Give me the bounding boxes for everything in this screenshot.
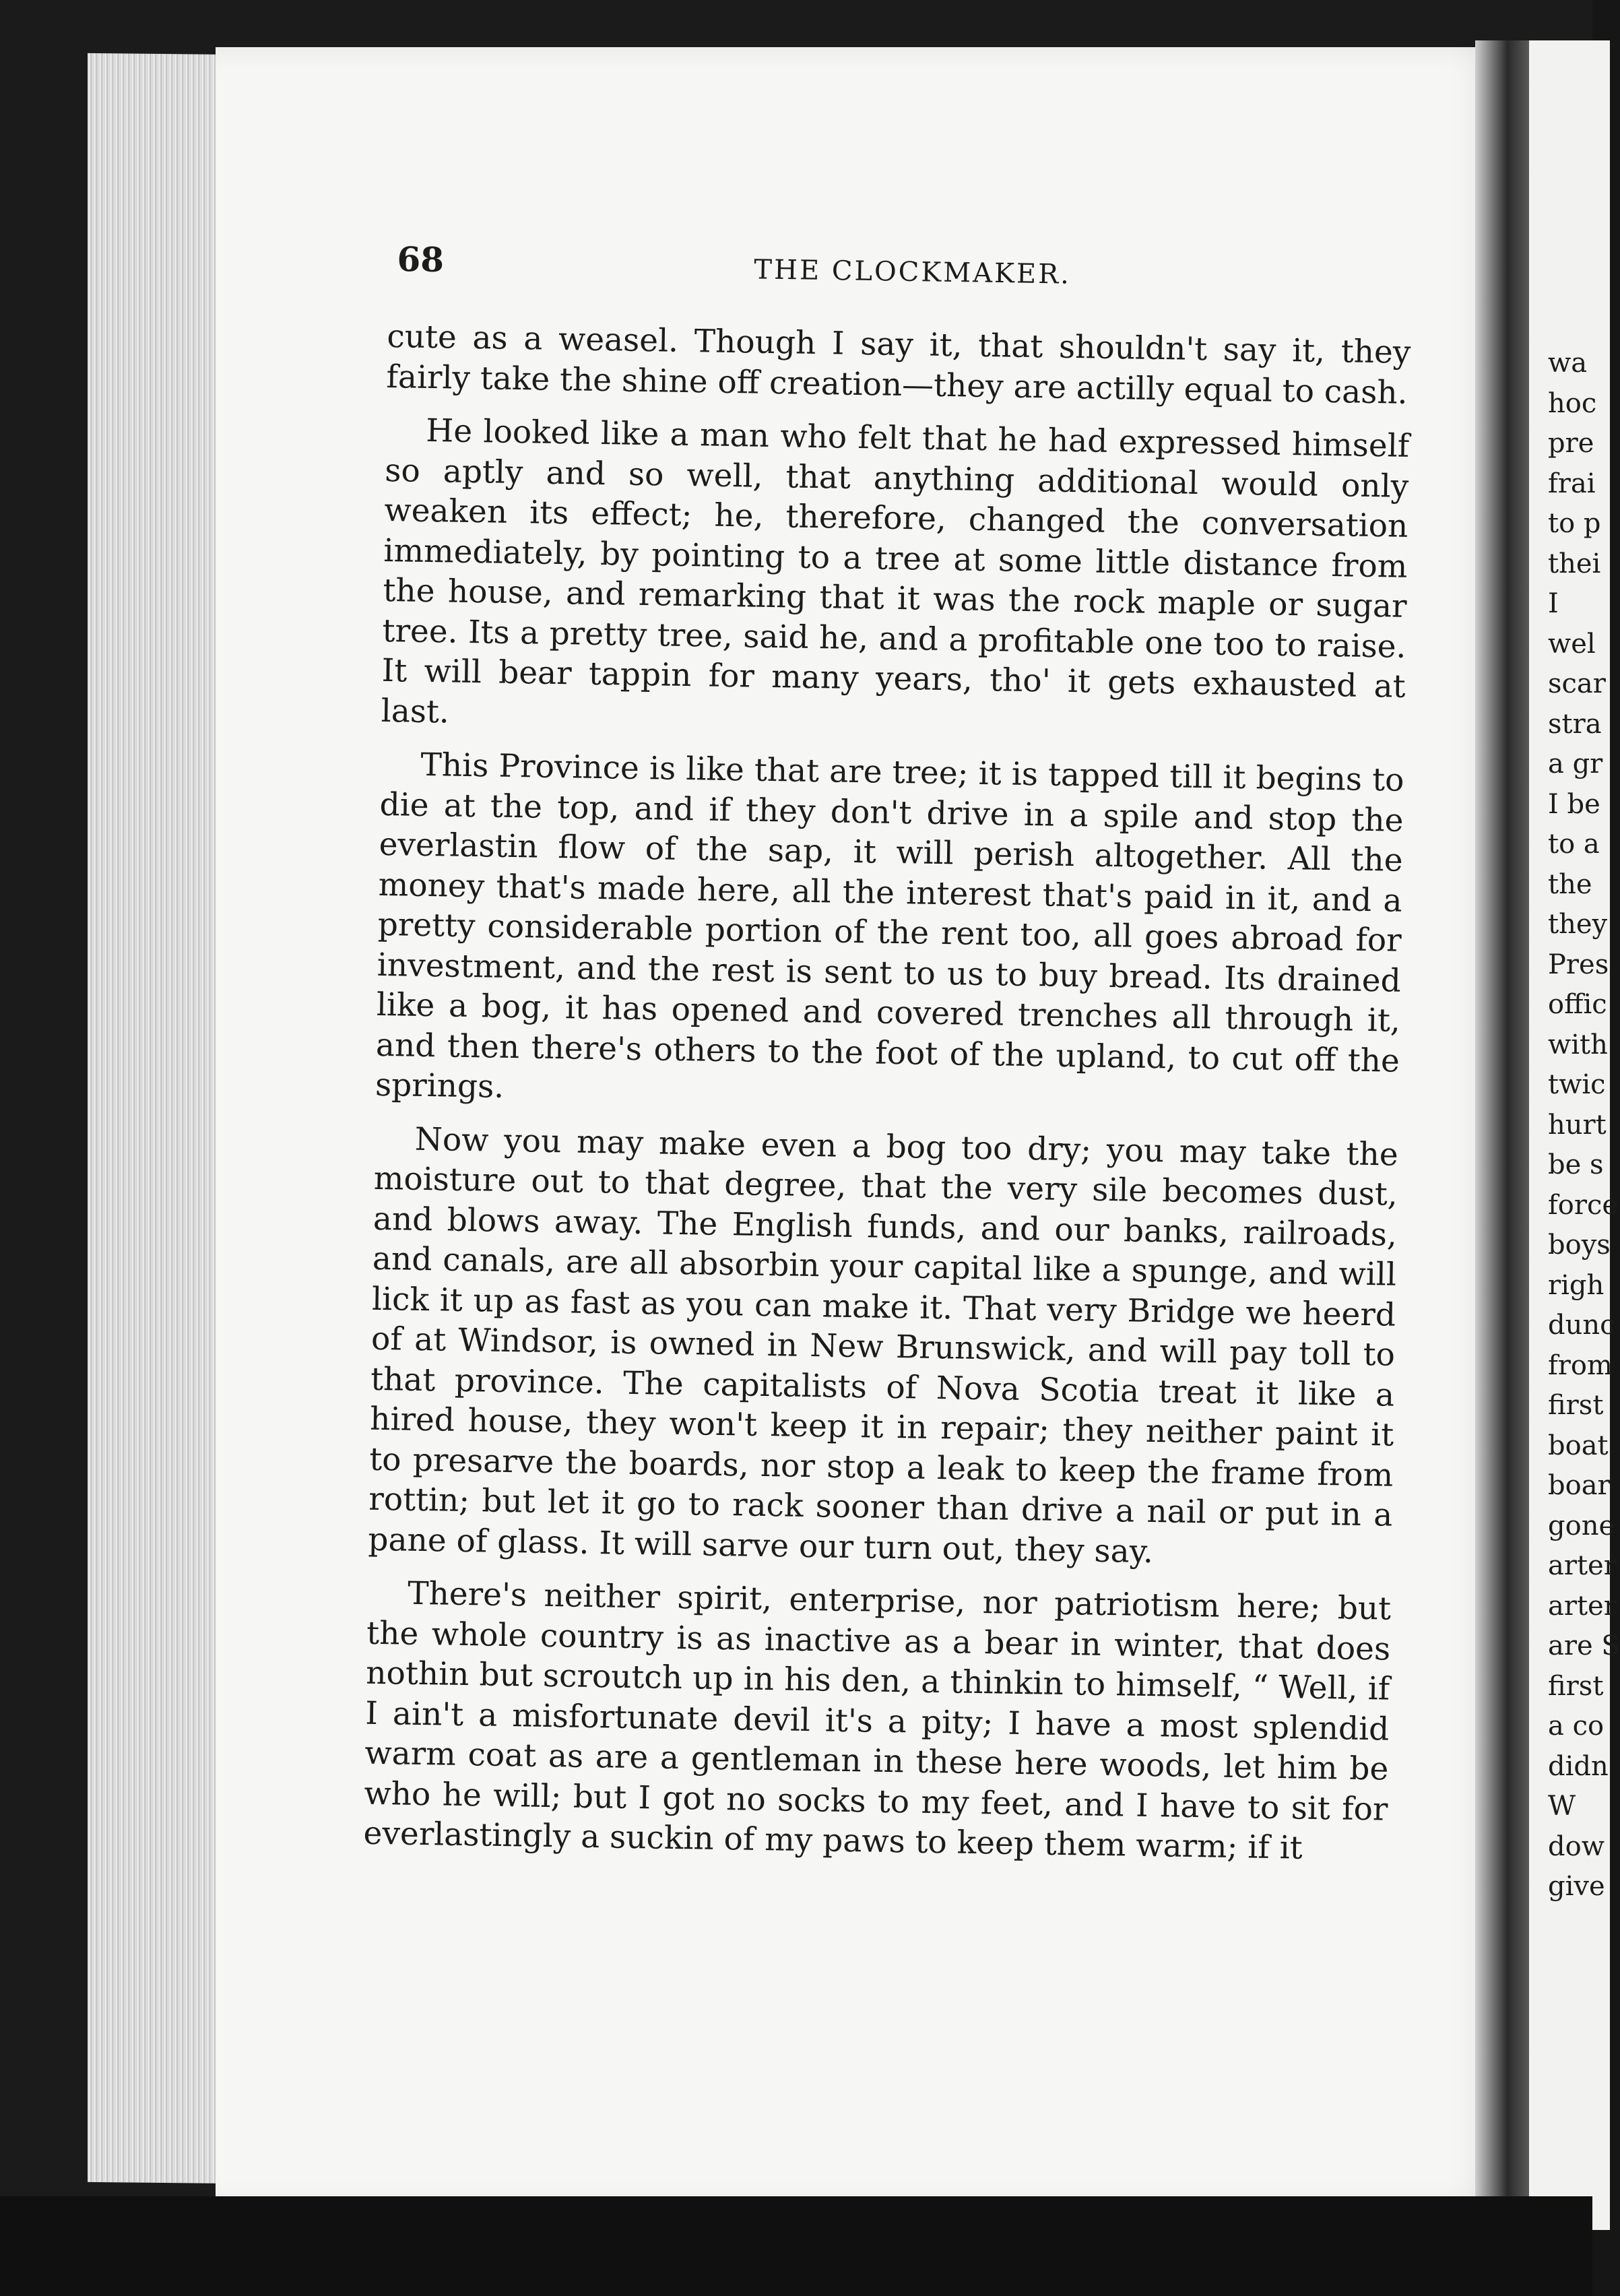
facing-page-line: dow	[1548, 1830, 1605, 1862]
facing-page-line: force	[1548, 1189, 1619, 1221]
paragraph: cute as a weasel. Though I say it, that shouldn't say it, they fairly take the shine off creation—they are actilly equal to cash.	[386, 317, 1411, 412]
facing-page-line: boar	[1548, 1470, 1611, 1501]
facing-page-line: gone	[1548, 1510, 1615, 1541]
running-title: THE CLOCKMAKER.	[753, 254, 1072, 290]
facing-page-line: first	[1548, 1670, 1604, 1702]
facing-page-line: righ	[1548, 1269, 1605, 1301]
facing-page-line: arter	[1548, 1590, 1617, 1622]
facing-page-line: wel	[1548, 628, 1596, 660]
facing-page-line: frai	[1548, 468, 1596, 499]
body-text	[363, 317, 1411, 1870]
book-gutter	[1475, 40, 1529, 2237]
facing-page-line: twic	[1548, 1069, 1606, 1100]
facing-page-line: a co	[1548, 1711, 1605, 1742]
facing-page-line: dunc	[1548, 1310, 1615, 1341]
facing-page-line: hoc	[1548, 387, 1597, 419]
facing-page-line: I	[1548, 588, 1559, 619]
page-edges	[88, 53, 236, 2183]
facing-page-line: I be	[1548, 788, 1600, 820]
facing-page-line: the	[1548, 868, 1592, 900]
facing-page-line: thei	[1548, 548, 1601, 579]
facing-page-line: offic	[1548, 989, 1607, 1020]
paragraph: Now you may make even a bog too dry; you may take the moisture out to that degree, that the very sile becomes dust, and blows away. The English funds, and our banks, railroads, and canals, are all absorbin your capital like a spunge, and will lick it up as fast as you can make it. That very Bridge we heerd of at Windsor, is owned in New Brunswick, and will pay toll to that province. The capitalists of Nova Scotia treat it like a hired house, they won't keep it in repair; they neither paint it to presarve the boards, nor stop a leak to keep the frame from rottin; but let it go to rack sooner than drive a nail or put in a pane of glass. It will sarve our turn out, they say.	[368, 1120, 1399, 1570]
page-number: 68	[397, 239, 445, 280]
facing-page-text	[1548, 344, 1620, 1907]
scan-background	[0, 2196, 1592, 2296]
facing-page-line: with	[1548, 1029, 1608, 1060]
facing-page-line: to p	[1548, 508, 1601, 539]
facing-page-line: scar	[1548, 668, 1606, 699]
facing-page-line: W	[1548, 1791, 1576, 1822]
facing-page-line: hurt	[1548, 1109, 1607, 1141]
facing-page-line: wa	[1548, 348, 1588, 379]
facing-page-line: a gr	[1548, 748, 1603, 779]
facing-page-line: Pres	[1548, 949, 1609, 980]
facing-page-line: from	[1548, 1349, 1613, 1381]
paragraph: He looked like a man who felt that he had expressed himself so aptly and so well, that anything additional would only weaken its effect; he, therefore, changed the conversation immediately, by pointing to a tree at some little distance from the house, and remarking that it was the rock maple or sugar tree. Its a pretty tree, said he, and a profitable one too to raise. It will bear tappin for many years, tho' it gets exhausted at last.	[381, 412, 1410, 731]
facing-page-line: stra	[1548, 708, 1602, 740]
facing-page-line: pre	[1548, 428, 1594, 459]
facing-page-line: they	[1548, 909, 1608, 940]
paragraph: There's neither spirit, enterprise, nor patriotism here; but the whole country is as inactive as a bear in winter, that does nothin but scroutch up in his den, a thinkin to himself, “ Well, if I ain't a misfortunate devil it's a pity; I have a most splendid warm coat as are a gentleman in these here woods, let him be who he will; but I got no socks to my feet, and I have to sit for everlastingly a suckin of my paws to keep them warm; if it	[363, 1574, 1392, 1867]
facing-page-line: give	[1548, 1871, 1605, 1902]
facing-page-line: didn	[1548, 1750, 1609, 1782]
facing-page-line: are S	[1548, 1630, 1620, 1661]
facing-page-line: to a	[1548, 829, 1600, 860]
facing-page-line: arter	[1548, 1550, 1617, 1581]
facing-page-line: boat	[1548, 1430, 1609, 1461]
facing-page-line: boys	[1548, 1230, 1611, 1261]
facing-page-line: be s	[1548, 1149, 1604, 1180]
paragraph: This Province is like that are tree; it is tapped till it begins to die at the top, and if they don't drive in a spile and stop the everlastin flow of the sap, it will perish altogether. All the money that's made here, all the interest that's paid in it, and a pretty considerable portion of the rent too, all goes abroad for investment, and the rest is sent to us to buy bread. Its drained like a bog, it has opened and covered trenches all through it, and then there's others to the foot of the upland, to cut off the springs.	[375, 746, 1404, 1106]
facing-page-line: first	[1548, 1390, 1604, 1421]
